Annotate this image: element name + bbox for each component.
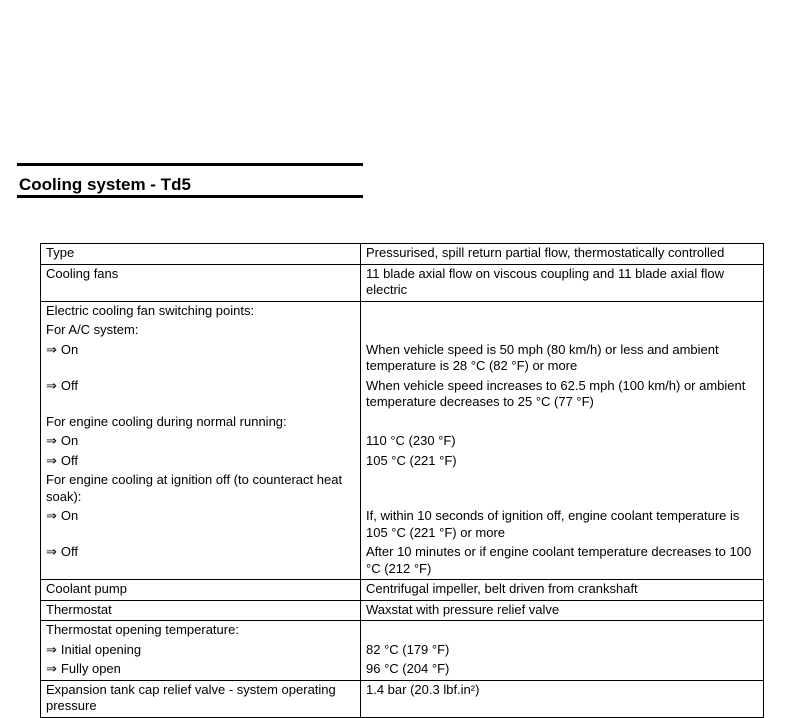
- table-row: [41, 680, 764, 717]
- value-cell: [361, 471, 764, 507]
- table-row: [41, 471, 764, 507]
- table-row: [41, 580, 764, 601]
- table-row: [41, 377, 764, 413]
- table-row: [41, 660, 764, 680]
- value-cell: After 10 minutes or if engine coolant temperature decreases to 100 °C (212 °F): [361, 543, 764, 580]
- param-cell: Thermostat: [41, 600, 361, 621]
- arrow-icon: ⇒: [46, 452, 57, 468]
- value-cell: 110 °C (230 °F): [361, 432, 764, 452]
- arrow-icon: ⇒: [46, 377, 57, 393]
- param-cell: [41, 341, 361, 377]
- table-row: [41, 600, 764, 621]
- param-cell: For engine cooling during normal running:: [41, 413, 361, 433]
- table-row: [41, 413, 764, 433]
- value-cell: 105 °C (221 °F): [361, 452, 764, 472]
- arrow-icon: ⇒: [46, 508, 57, 523]
- param-cell: Expansion tank cap relief valve - system operating pressure: [41, 680, 361, 717]
- table-row: [41, 621, 764, 641]
- value-cell: Centrifugal impeller, belt driven from crankshaft: [361, 580, 764, 601]
- table-row: [41, 244, 764, 265]
- table-row: [41, 301, 764, 321]
- value-cell: If, within 10 seconds of ignition off, engine coolant temperature is 105 °C (221 °F) or more: [361, 507, 764, 543]
- param-cell: [41, 543, 361, 580]
- table-row: [41, 641, 764, 661]
- value-cell: 11 blade axial flow on viscous coupling and 11 blade axial flow electric: [361, 264, 764, 301]
- param-label: On: [60, 508, 79, 523]
- param-label: Initial opening: [60, 641, 142, 657]
- param-cell: Cooling fans: [41, 264, 361, 301]
- param-cell: Thermostat opening temperature:: [41, 621, 361, 641]
- param-cell: [41, 377, 361, 413]
- table-row: [41, 321, 764, 341]
- value-cell: Pressurised, spill return partial flow, thermostatically controlled: [361, 244, 764, 265]
- param-label: On: [60, 433, 79, 448]
- table-row: [41, 507, 764, 543]
- param-cell: [41, 452, 361, 472]
- table-row: [41, 452, 764, 472]
- param-cell: [41, 432, 361, 452]
- table-row: [41, 432, 764, 452]
- value-cell: [361, 301, 764, 321]
- heading-rule-bottom: [17, 195, 363, 198]
- param-cell: For A/C system:: [41, 321, 361, 341]
- param-cell: Electric cooling fan switching points:: [41, 301, 361, 321]
- param-cell: Coolant pump: [41, 580, 361, 601]
- arrow-icon: ⇒: [46, 433, 57, 448]
- table-row: [41, 264, 764, 301]
- value-cell: 96 °C (204 °F): [361, 660, 764, 680]
- value-cell: [361, 321, 764, 341]
- param-label: Fully open: [60, 661, 121, 676]
- value-cell: When vehicle speed increases to 62.5 mph (100 km/h) or ambient temperature decreases to 25 °C (77 °F): [361, 377, 764, 413]
- param-cell: Type: [41, 244, 361, 265]
- section-title: Cooling system - Td5: [19, 175, 191, 194]
- specification-table: [40, 243, 764, 718]
- arrow-icon: ⇒: [46, 341, 57, 357]
- value-cell: 82 °C (179 °F): [361, 641, 764, 661]
- value-cell: When vehicle speed is 50 mph (80 km/h) or less and ambient temperature is 28 °C (82 °F) or more: [361, 341, 764, 377]
- table-row: [41, 341, 764, 377]
- arrow-icon: ⇒: [46, 544, 57, 559]
- param-label: Off: [60, 377, 79, 393]
- arrow-icon: ⇒: [46, 661, 57, 676]
- param-cell: [41, 660, 361, 680]
- param-cell: For engine cooling at ignition off (to counteract heat soak):: [41, 471, 361, 507]
- section-heading: [17, 163, 363, 198]
- param-label: On: [60, 341, 79, 357]
- param-label: Off: [60, 452, 79, 468]
- value-cell: [361, 621, 764, 641]
- value-cell: Waxstat with pressure relief valve: [361, 600, 764, 621]
- table-row: [41, 543, 764, 580]
- arrow-icon: ⇒: [46, 641, 57, 657]
- param-cell: [41, 641, 361, 661]
- value-cell: [361, 413, 764, 433]
- param-cell: [41, 507, 361, 543]
- param-label: Off: [60, 544, 79, 559]
- value-cell: 1.4 bar (20.3 lbf.in²): [361, 680, 764, 717]
